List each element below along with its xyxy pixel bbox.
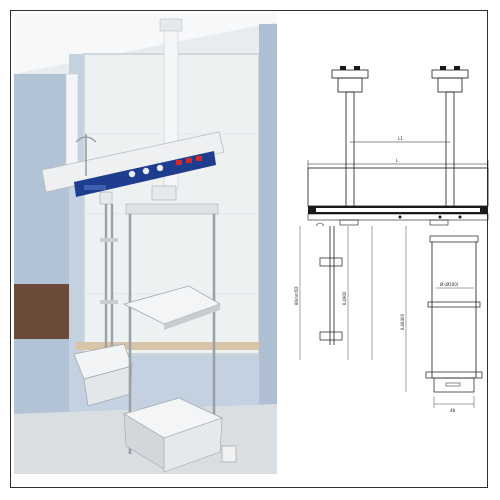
ceiling-mount-left	[332, 66, 368, 92]
gas-outlet-1	[129, 171, 135, 177]
drawing-middle-shelf	[428, 302, 480, 307]
ceiling-mount-right	[432, 66, 468, 92]
dim-label-height-c: IL46400	[400, 313, 405, 330]
dim-label-tray-width: 48	[450, 408, 456, 413]
dim-label-diameter: Ø (Ø100)	[440, 282, 459, 287]
product-photo	[14, 14, 277, 474]
dim-label-height-b: IL4900	[342, 291, 347, 305]
gas-outlet-2	[143, 168, 149, 174]
gas-outlet-3	[157, 165, 163, 171]
drawing-canvas	[290, 60, 490, 420]
technical-drawing	[290, 60, 490, 420]
drawing-lower-shelf	[426, 372, 482, 378]
column-left	[346, 92, 354, 207]
ceiling-column-left	[66, 74, 78, 174]
beam-outline	[308, 168, 488, 206]
power-socket-1	[176, 160, 182, 165]
wall-panel	[14, 284, 69, 339]
drawing-drawer	[434, 378, 474, 392]
dim-label-l: L	[396, 158, 399, 163]
drawing-left-assembly	[316, 223, 342, 345]
power-socket-3	[196, 156, 202, 161]
column-right	[446, 92, 454, 207]
dim-label-height-a: 80mm5D	[294, 286, 299, 305]
power-socket-2	[186, 158, 192, 163]
drawing-right-assembly	[426, 236, 482, 392]
dim-label-l1: L1	[398, 136, 403, 141]
photo-scene	[14, 14, 277, 474]
wall-socket	[222, 446, 236, 462]
